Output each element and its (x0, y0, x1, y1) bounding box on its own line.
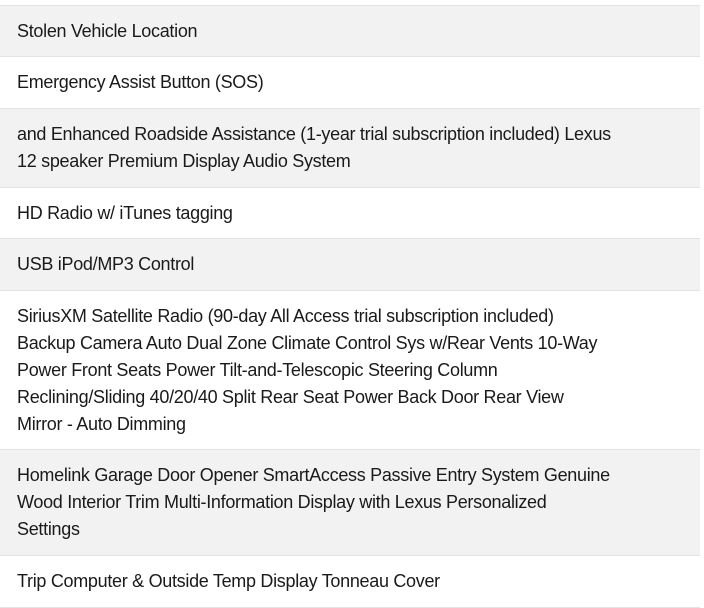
feature-text: Backup Camera Auto Dual Zone Climate Control Sys w/Rear Vents 10-Way (17, 332, 598, 353)
list-item (0, 109, 700, 188)
feature-text: Mirror - Auto Dimming (17, 413, 186, 434)
list-item (0, 556, 700, 608)
feature-text: Wood Interior Trim Multi-Information Display with Lexus Personalized (17, 492, 547, 512)
list-item (0, 188, 700, 239)
feature-text: 12 speaker Premium Display Audio System (17, 151, 351, 171)
list-item (0, 239, 700, 291)
list-item (0, 291, 700, 450)
feature-text: Trip Computer & Outside Temp Display Tonneau Cover (17, 571, 440, 591)
feature-text: and Enhanced Roadside Assistance (1-year trial subscription included) Lexus (17, 124, 611, 144)
feature-text: Emergency Assist Button (SOS) (17, 72, 264, 92)
list-item (0, 57, 700, 109)
feature-text: Power Front Seats Power Tilt-and-Telescopic Steering Column (17, 359, 498, 380)
feature-text: Stolen Vehicle Location (17, 20, 198, 41)
list-item (0, 450, 700, 556)
feature-text: Homelink Garage Door Opener SmartAccess Passive Entry System Genuine (17, 465, 610, 485)
feature-text: Reclining/Sliding 40/20/40 Split Rear Seat Power Back Door Rear View (17, 386, 564, 407)
feature-text: HD Radio w/ iTunes tagging (17, 202, 233, 223)
list-item (0, 6, 700, 57)
feature-text: SiriusXM Satellite Radio (90-day All Access trial subscription included) (17, 305, 554, 326)
feature-text: USB iPod/MP3 Control (17, 254, 195, 274)
feature-text: Settings (17, 519, 80, 539)
